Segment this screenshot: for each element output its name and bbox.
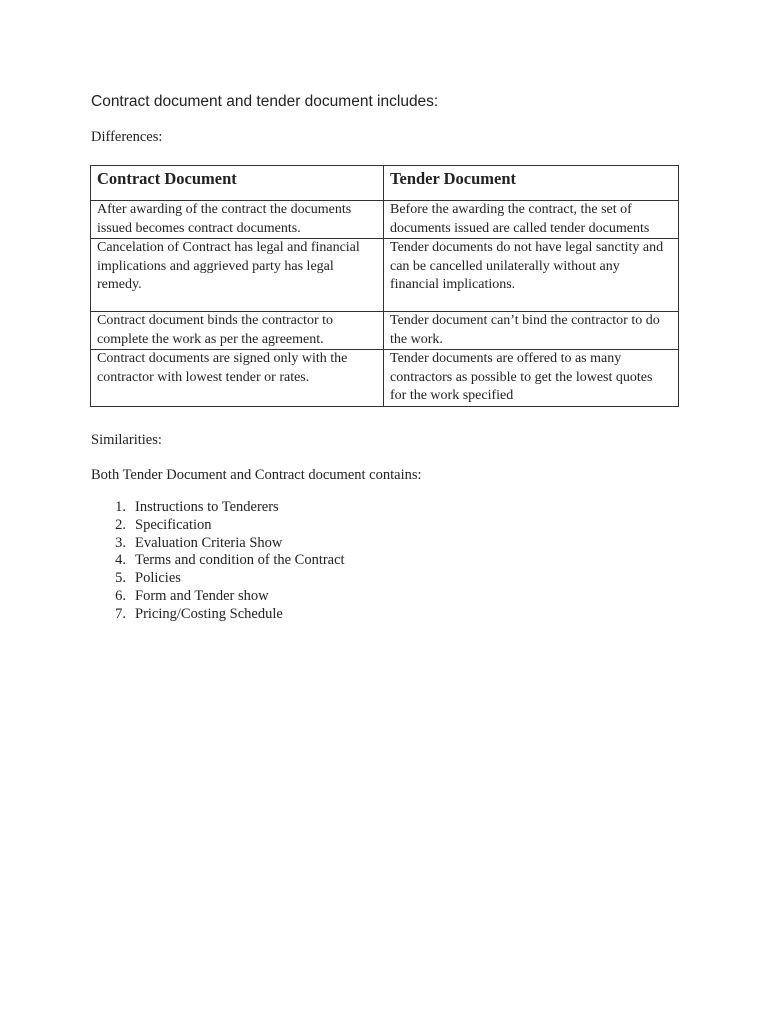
table-cell: Cancelation of Contract has legal and financial implications and aggrieved party has legal remedy.: [91, 239, 384, 312]
list-item-text: Specification: [135, 516, 212, 533]
table-cell: Contract document binds the contractor to complete the work as per the agreement.: [91, 312, 384, 350]
similarities-list: [91, 499, 345, 624]
table-cell: Tender documents are offered to as many contractors as possible to get the lowest quotes for the work specified: [384, 350, 679, 407]
list-number: 5.: [115, 570, 126, 587]
table-cell: Tender document can’t bind the contractor to do the work.: [384, 312, 679, 350]
list-item-text: Pricing/Costing Schedule: [135, 605, 283, 622]
list-item-text: Terms and condition of the Contract: [135, 552, 345, 569]
table-row: [91, 201, 679, 239]
list-item: [91, 517, 345, 535]
table-cell: Before the awarding the contract, the set of documents issued are called tender documents: [384, 201, 679, 239]
list-item: [91, 606, 345, 624]
table-header-row: [91, 166, 679, 201]
list-number: 1.: [115, 499, 126, 515]
similarities-label: Similarities:: [91, 432, 162, 448]
table-header-tender: Tender Document: [384, 166, 679, 201]
differences-label: Differences:: [91, 129, 163, 145]
differences-table: [90, 165, 679, 407]
list-number: 7.: [115, 605, 126, 622]
table-header-contract: Contract Document: [91, 166, 384, 201]
table-row: [91, 239, 679, 312]
list-item-text: Form and Tender show: [135, 587, 269, 604]
list-item: [91, 552, 345, 570]
table-cell: Contract documents are signed only with the contractor with lowest tender or rates.: [91, 350, 384, 407]
list-item-text: Instructions to Tenderers: [135, 499, 279, 515]
list-number: 3.: [115, 534, 126, 551]
list-item-text: Evaluation Criteria Show: [135, 534, 283, 551]
list-item: [91, 535, 345, 553]
table-row: [91, 350, 679, 407]
list-number: 4.: [115, 552, 126, 569]
table-row: [91, 312, 679, 350]
document-heading: Contract document and tender document includes:: [91, 93, 439, 110]
list-number: 6.: [115, 587, 126, 604]
list-item: [91, 570, 345, 588]
both-contains-label: Both Tender Document and Contract document contains:: [91, 467, 422, 483]
list-item: [91, 499, 345, 517]
list-item: [91, 588, 345, 606]
table-cell: After awarding of the contract the documents issued becomes contract documents.: [91, 201, 384, 239]
list-number: 2.: [115, 516, 126, 533]
list-item-text: Policies: [135, 570, 181, 587]
table-cell: Tender documents do not have legal sanctity and can be cancelled unilaterally without any financial implications.: [384, 239, 679, 312]
